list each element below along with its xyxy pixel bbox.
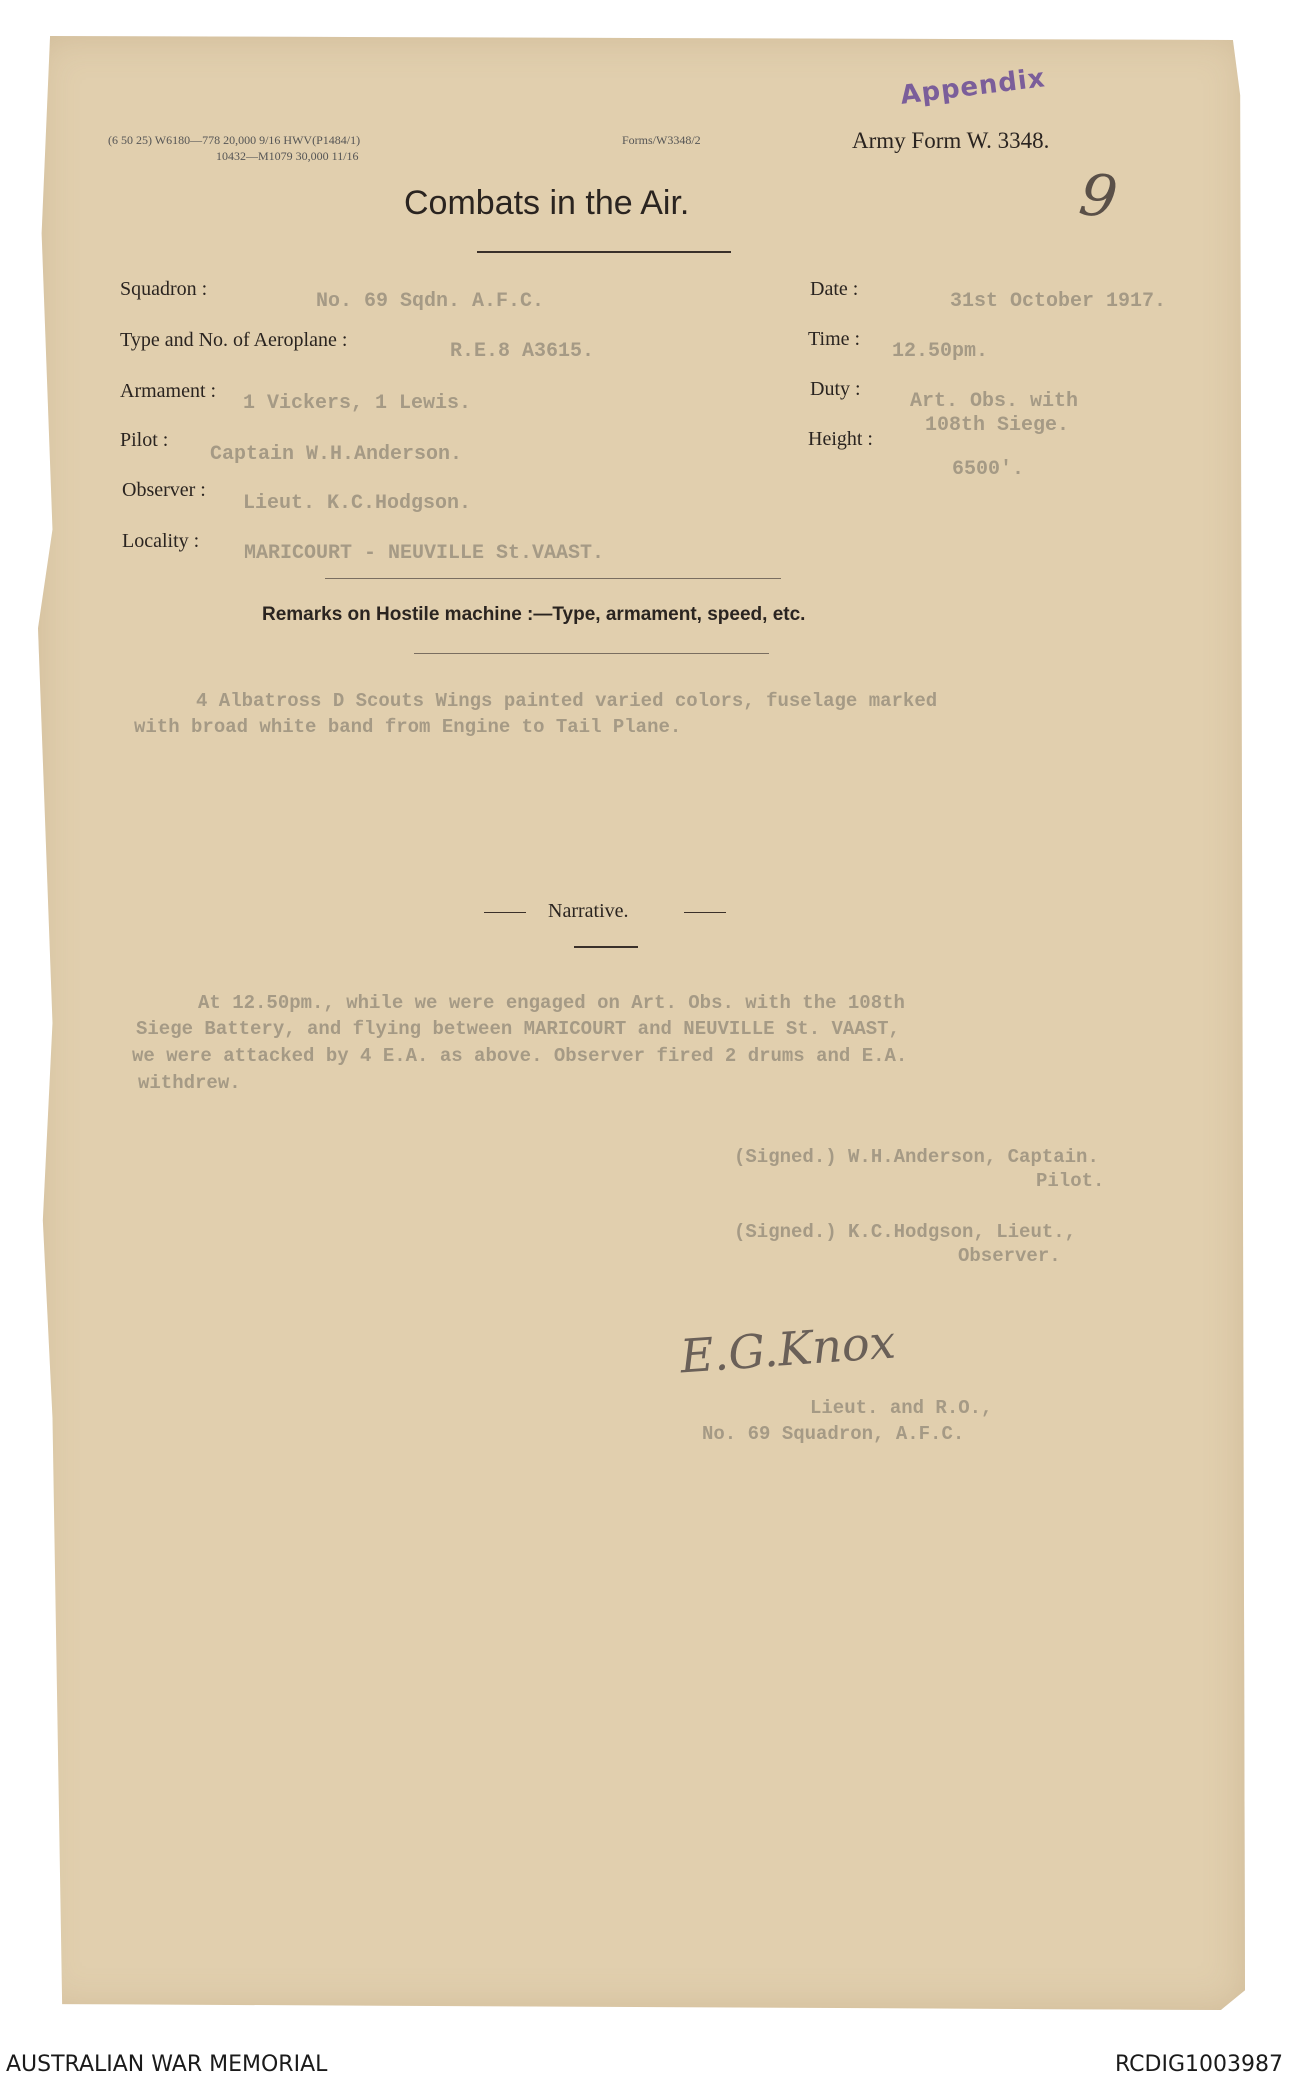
time-label: Time : [808,328,861,350]
narrative-heading: Narrative. [548,900,629,922]
pencil-page-number: 9 [1075,159,1122,233]
footer-institution: AUSTRALIAN WAR MEMORIAL [6,2052,328,2077]
title-underline [477,251,731,253]
pilot-value: Captain W.H.Anderson. [210,443,463,466]
pilot-signature-line2: Pilot. [1036,1170,1105,1192]
duty-value-line1: Art. Obs. with [910,390,1079,413]
narrative-dash-right [684,912,726,913]
duty-label: Duty : [810,378,861,400]
pilot-signature-line1: (Signed.) W.H.Anderson, Captain. [734,1146,1099,1168]
narrative-line1: At 12.50pm., while we were engaged on Art. Obs. with the 108th [198,992,905,1014]
signatory-squadron: No. 69 Squadron, A.F.C. [702,1423,965,1445]
print-codes-line2: 10432—M1079 30,000 11/16 [216,149,359,163]
fields-divider [325,578,781,579]
locality-label: Locality : [122,530,200,552]
remarks-line2: with broad white band from Engine to Tail Plane. [134,716,682,738]
locality-value: MARICOURT - NEUVILLE St.VAAST. [244,542,605,565]
observer-label: Observer : [122,479,206,501]
narrative-line3: we were attacked by 4 E.A. as above. Observer fired 2 drums and E.A. [132,1045,908,1067]
handwritten-signature: E.G.Knox [678,1314,898,1384]
duty-value-line2: 108th Siege. [925,414,1070,437]
remarks-underline [414,653,769,654]
observer-signature-line1: (Signed.) K.C.Hodgson, Lieut., [734,1221,1077,1243]
height-label: Height : [808,428,873,450]
narrative-dash-left [484,912,526,913]
remarks-heading: Remarks on Hostile machine :—Type, armament, speed, etc. [262,604,806,625]
armament-value: 1 Vickers, 1 Lewis. [243,392,472,415]
armament-label: Armament : [120,380,217,402]
signatory-rank: Lieut. and R.O., [810,1397,993,1419]
appendix-stamp: Appendix [898,63,1048,111]
observer-value: Lieut. K.C.Hodgson. [243,492,472,515]
time-value: 12.50pm. [892,340,989,363]
army-form-number: Army Form W. 3348. [852,128,1050,153]
remarks-line1: 4 Albatross D Scouts Wings painted varied colors, fuselage marked [196,690,938,712]
forms-reference: Forms/W3348/2 [622,133,701,147]
date-label: Date : [810,278,859,300]
narrative-underline [574,946,638,948]
footer-record-id: RCDIG1003987 [1114,2052,1283,2077]
narrative-line4: withdrew. [138,1072,241,1094]
squadron-value: No. 69 Sqdn. A.F.C. [316,290,545,313]
narrative-line2: Siege Battery, and flying between MARICOURT and NEUVILLE St. VAAST, [136,1018,900,1040]
pilot-label: Pilot : [120,429,169,451]
print-codes-line1: (6 50 25) W6180—778 20,000 9/16 HWV(P1484/1) [108,133,361,147]
height-value: 6500'. [952,458,1025,481]
date-value: 31st October 1917. [950,290,1167,313]
observer-signature-line2: Observer. [958,1245,1061,1267]
aeroplane-type-label: Type and No. of Aeroplane : [120,329,348,351]
page-title: Combats in the Air. [404,184,690,222]
squadron-label: Squadron : [120,278,208,300]
aeroplane-type-value: R.E.8 A3615. [450,340,595,363]
